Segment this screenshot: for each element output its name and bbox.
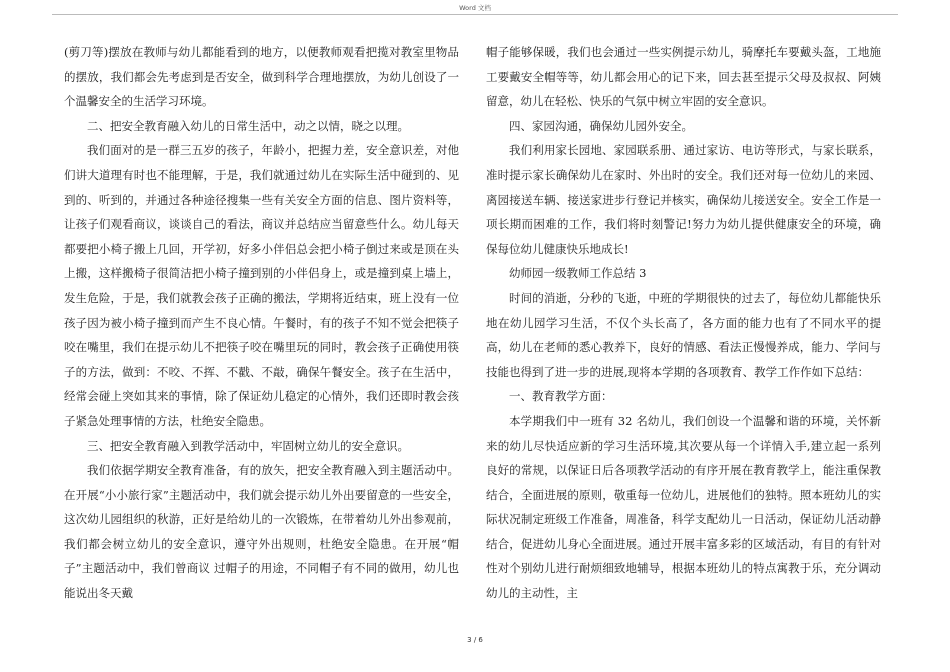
paragraph: 本学期我们中一班有 32 名幼儿，我们创设一个温馨和谐的环境，关怀新来的幼儿尽快适应新的学习生活环境,其次要从每一个详情入手,建立起一系列良好的常规，以保证日后各项教学活动的有序开展在教育教学上，能注重保教结合，全面进展的原则，敬重每一位幼儿，进展他们的独特。照本班幼儿的实际状况制定班级工作准备，周准备，科学支配幼儿一日活动，保证幼儿活动静结合，促进幼儿身心全面进展。通过开展丰富多彩的区域活动，有目的有针对性对个别幼儿进行耐烦细致地辅导，根据本班幼儿的特点寓教于乐，充分调动幼儿的主动性，主 <box>486 413 881 601</box>
section-heading: 四、家园沟通，确保幼儿园外安全。 <box>509 118 693 133</box>
right-column <box>486 40 881 606</box>
paragraph: 我们利用家长园地、家园联系册、通过家访、电访等形式，与家长联系，准时提示家长确保幼儿在家时、外出时的安全。我们还对每一位幼儿的来园、离园接送车辆、接送家进步行登记并核实，确保幼儿接送安全。安全工作是一项长期而困难的工作，我们将时刻警记!努力为幼儿提供健康安全的环境，确保每位幼儿健康快乐地成长! <box>486 143 881 256</box>
paragraph: 我们面对的是一群三五岁的孩子，年龄小，把握力差，安全意识差，对他们讲大道理有时也不能理解，于是，我们就通过幼儿在实际生活中碰到的、见到的、听到的，并通过各种途径搜集一些有关安全方面的信息、图片资料等，让孩子们观看商议，谈谈自己的看法，商议并总结应当留意些什么。幼儿每天都要把小椅子搬上几回，开学初，好多小伴侣总会把小椅子倒过来或是顶在头上搬，这样搬椅子很简洁把小椅子撞到别的小伴侣身上，或是撞到桌上墙上，发生危险，于是，我们就教会孩子正确的搬法，学期将近结束，班上没有一位孩子因为被小椅子撞到而产生不良心情。午餐时，有的孩子不知不觉会把筷子咬在嘴里，我们在提示幼儿不把筷子咬在嘴里玩的同时，教会孩子正确使用筷子的方法，做到：不咬、不挥、不戳、不敲，确保午餐安全。孩子在生活中，经常会碰上突如其来的事情，除了保证幼儿稳定的心情外，我们还即时教会孩子紧急处理事情的方法，杜绝安全隐患。 <box>64 143 459 428</box>
header-divider <box>52 14 898 15</box>
section-heading: 一、教育教学方面： <box>509 389 613 404</box>
page-header: Word 文档 <box>459 4 491 12</box>
paragraph: (剪刀等)摆放在教师与幼儿都能看到的地方，以便教师观看把揽对教室里物品的摆放，我们都会先考虑到是否安全，做到科学合理地摆放，为幼儿创设了一个温馨安全的生活学习环境。 <box>64 45 459 109</box>
paragraph: 我们依据学期安全教育准备，有的放矢，把安全教育融入到主题活动中。在开展“小小旅行家”主题活动中，我们就会提示幼儿外出要留意的一些安全，这次幼儿园组织的秋游，正好是给幼儿的一次锻炼，在带着幼儿外出参观前，我们都会树立幼儿的安全意识，遵守外出规则，杜绝安全隐患。在开展“帽子”主题活动中，我们曾商议 过帽子的用途，不同帽子有不同的做用，幼儿也能说出冬天戴 <box>64 463 459 601</box>
left-column <box>64 40 459 606</box>
paragraph: 时间的消逝，分秒的飞逝，中班的学期很快的过去了，每位幼儿都能快乐地在幼儿园学习生活，不仅个头长高了，各方面的能力也有了不同水平的提高，幼儿在老师的悉心教养下，良好的情感、看法正慢慢养成，能力、学问与技能也得到了进一步的进展,现将本学期的各项教育、教学工作作如下总结： <box>486 290 881 379</box>
paragraph: 帽子能够保暖，我们也会通过一些实例提示幼儿，骑摩托车要戴头盔，工地施工要戴安全帽等等，幼儿都会用心的记下来，回去甚至提示父母及叔叔、阿姨留意，幼儿在轻松、快乐的气氛中树立牢固的安全意识。 <box>486 45 881 109</box>
section-heading: 二、把安全教育融入幼儿的日常生活中，动之以情，晓之以理。 <box>87 118 409 133</box>
page-number: 3 / 6 <box>467 636 483 644</box>
section-heading: 三、把安全教育融入到教学活动中，牢固树立幼儿的安全意识。 <box>87 438 409 453</box>
document-title: 幼师园一级教师工作总结 3 <box>509 266 647 281</box>
